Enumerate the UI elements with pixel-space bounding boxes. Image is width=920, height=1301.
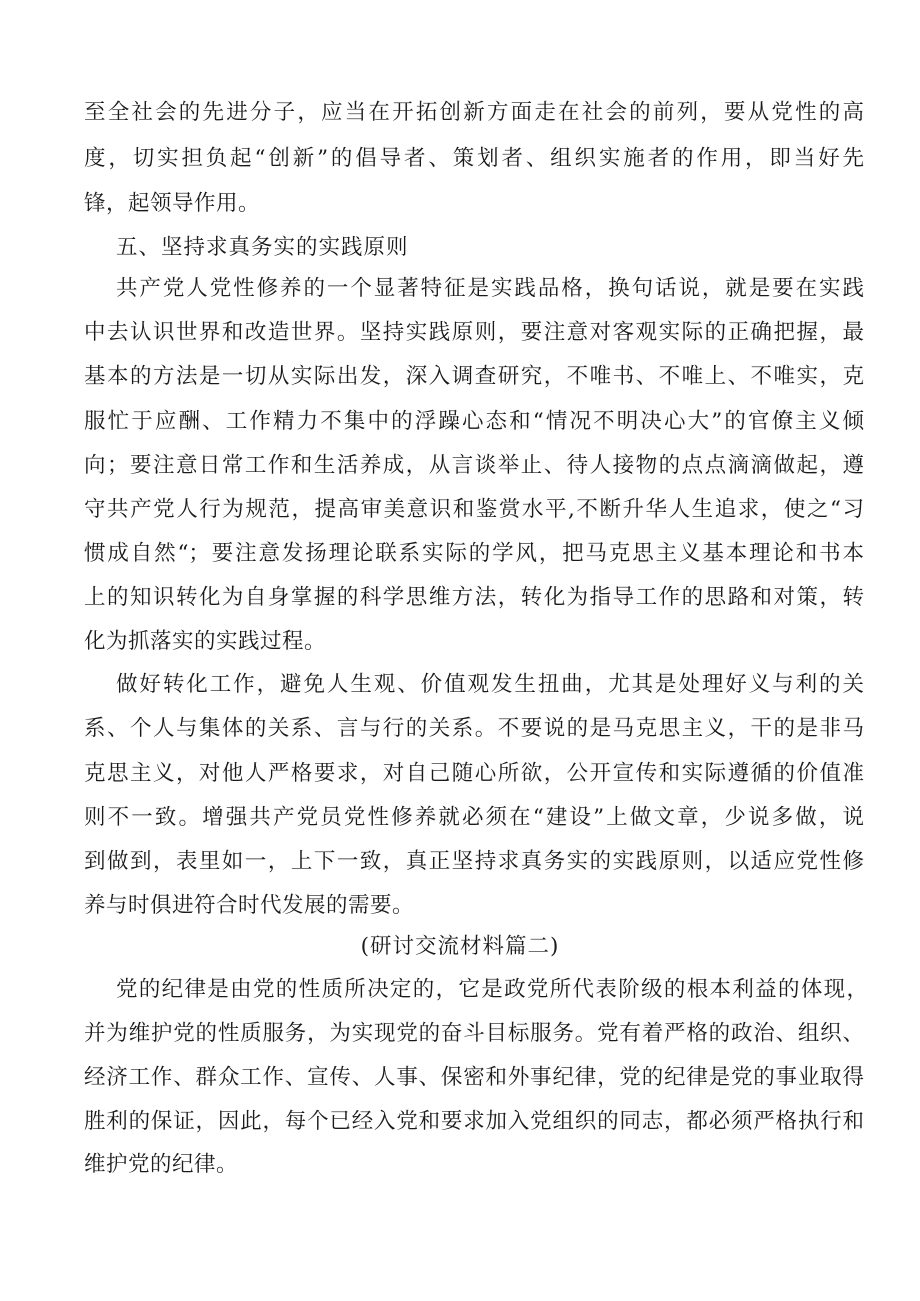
paragraph-line: 上的知识转化为自身掌握的科学思维方法，转化为指导工作的思路和对策，转 <box>84 585 864 610</box>
paragraph-line: 经济工作、群众工作、宣传、人事、保密和外事纪律，党的纪律是党的事业取得 <box>84 1065 864 1090</box>
paragraph-line: 共产党人党性修养的一个显著特征是实践品格，换句话说，就是要在实践 <box>116 276 864 301</box>
paragraph-line: 服忙于应酬、工作精力不集中的浮躁心态和“情况不明决心大”的官僚主义倾 <box>84 409 864 434</box>
paragraph-line: 至全社会的先进分子，应当在开拓创新方面走在社会的前列，要从党性的高 <box>84 100 864 125</box>
part-title: (研讨交流材料篇二) <box>360 934 560 959</box>
paragraph-line: 度，切实担负起“创新”的倡导者、策划者、组织实施者的作用，即当好先 <box>84 146 864 171</box>
paragraph-line: 锋，起领导作用。 <box>84 191 261 216</box>
paragraph-line: 守共产党人行为规范，提高审美意识和鉴赏水平,不断升华人生追求，使之“习 <box>84 497 864 522</box>
section-heading: 五、坚持求真务实的实践原则 <box>116 235 409 260</box>
paragraph-line: 到做到，表里如一，上下一致，真正坚持求真务实的实践原则，以适应党性修 <box>84 849 864 874</box>
paragraph-line: 系、个人与集体的关系、言与行的关系。不要说的是马克思主义，干的是非马 <box>84 716 864 741</box>
paragraph-line: 养与时俱进符合时代发展的需要。 <box>84 893 415 918</box>
paragraph-line: 中去认识世界和改造世界。坚持实践原则，要注意对客观实际的正确把握，最 <box>84 320 864 345</box>
paragraph-line: 向；要注意日常工作和生活养成，从言谈举止、待人接物的点点滴滴做起，遵 <box>84 453 864 478</box>
paragraph-line: 则不一致。增强共产党员党性修养就必须在“建设”上做文章，少说多做，说 <box>84 805 864 830</box>
paragraph-line: 化为抓落实的实践过程。 <box>84 629 327 654</box>
paragraph-line: 基本的方法是一切从实际出发，深入调查研究，不唯书、不唯上、不唯实，克 <box>84 364 864 389</box>
paragraph-line: 克思主义，对他人严格要求，对自己随心所欲，公开宣传和实际遵循的价值准 <box>84 761 864 786</box>
paragraph-line: 并为维护党的性质服务，为实现党的奋斗目标服务。党有着严格的政治、组织、 <box>84 1021 864 1046</box>
paragraph-line: 维护党的纪律。 <box>84 1152 239 1177</box>
paragraph-line: 做好转化工作，避免人生观、价值观发生扭曲，尤其是处理好义与利的关 <box>116 672 864 697</box>
paragraph-line: 惯成自然“；要注意发扬理论联系实际的学风，把马克思主义基本理论和书本 <box>84 541 864 566</box>
paragraph-line: 胜利的保证，因此，每个已经入党和要求加入党组织的同志，都必须严格执行和 <box>84 1109 864 1134</box>
paragraph-line: 党的纪律是由党的性质所决定的，它是政党所代表阶级的根本利益的体现， <box>116 977 868 1002</box>
